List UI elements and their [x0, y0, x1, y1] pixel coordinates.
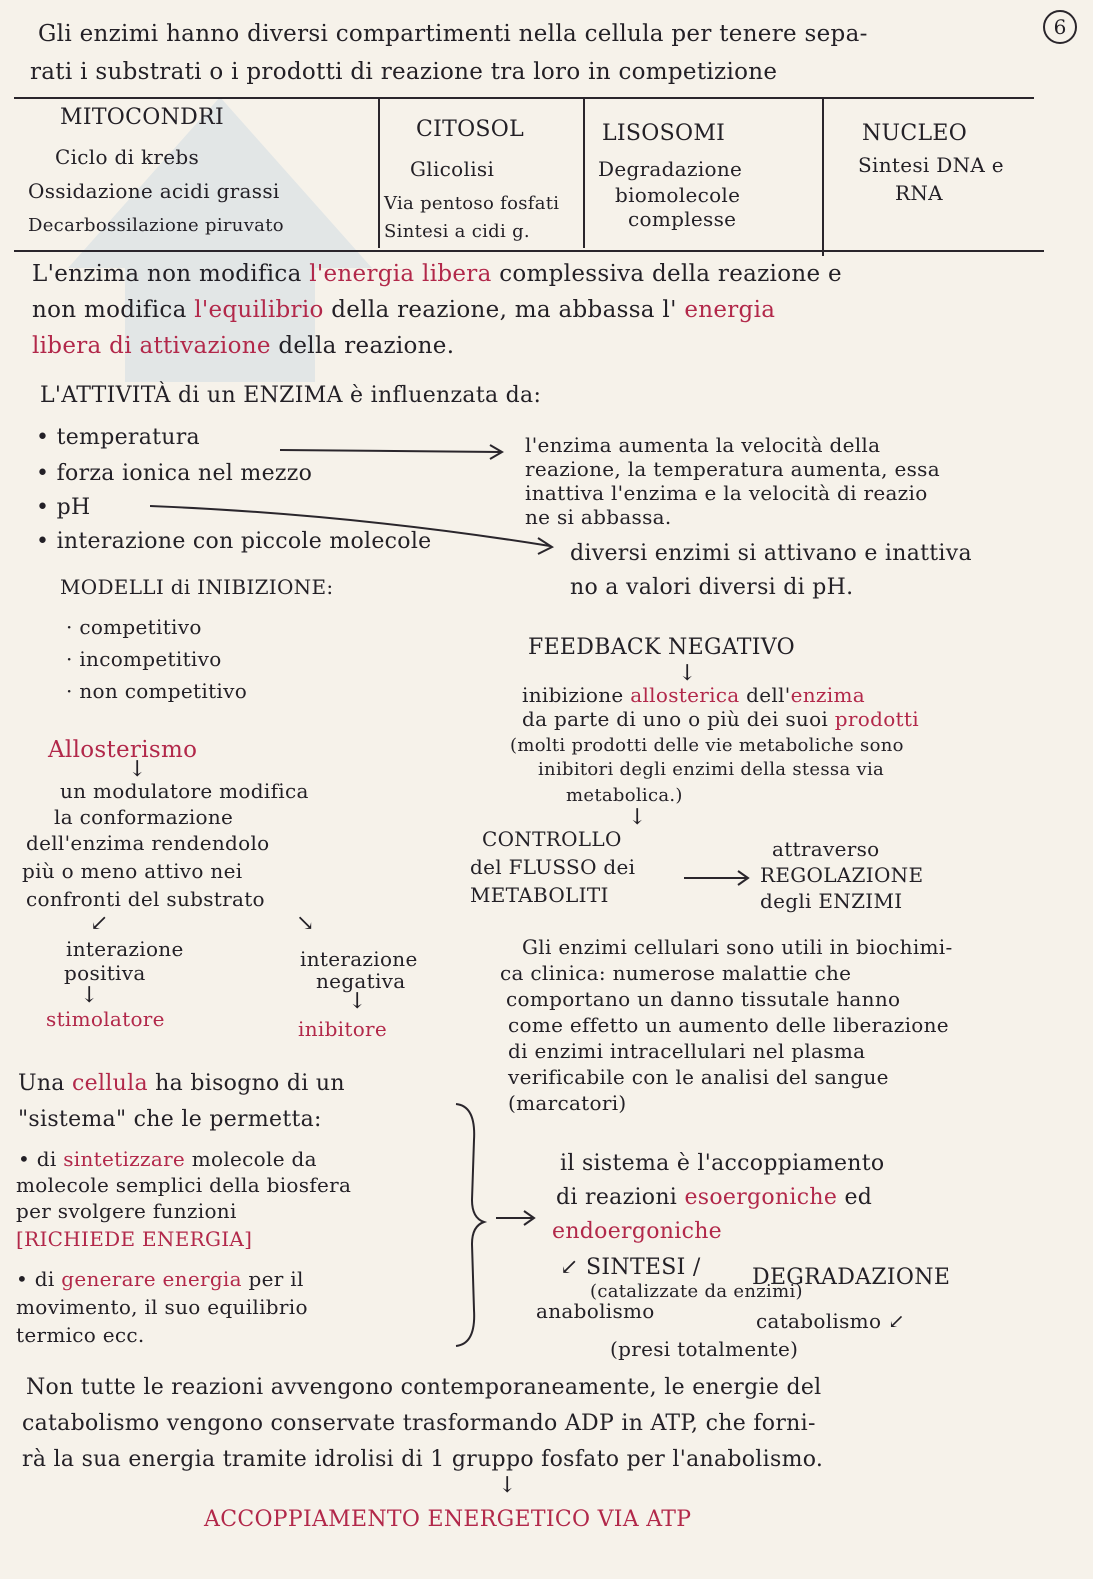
text: incompetitivo [79, 647, 222, 671]
allosterism-desc: più o meno attivo nei [22, 859, 243, 883]
text: non competitivo [79, 679, 248, 703]
table-cell: Sintesi DNA e [858, 153, 1004, 177]
cell-system-line-3 [18, 1148, 317, 1170]
down-arrow-icon: ↓ [128, 757, 147, 782]
highlight-equilibrium: l'equilibrio [194, 297, 324, 323]
table-header-nucleo: NUCLEO [862, 121, 968, 146]
taken-note: (presi totalmente) [610, 1337, 799, 1361]
table-divider-1 [378, 98, 380, 248]
conclusion-label: ACCOPPIAMENTO ENERGETICO VIA ATP [204, 1507, 692, 1532]
text: SINTESI [586, 1255, 686, 1280]
energy-line-3 [32, 334, 454, 358]
feedback-line-4: inibitori degli enzimi della stessa via [538, 759, 885, 780]
table-cell: biomolecole [615, 183, 741, 207]
coupling-line-3: endoergoniche [552, 1219, 722, 1244]
cell-system-line-7 [16, 1268, 304, 1290]
highlight-enzyme: enzima [790, 683, 865, 707]
arrow-right-icon [150, 500, 560, 560]
page-number: 6 [1043, 10, 1077, 44]
allosterism-desc: un modulatore modifica [60, 779, 309, 803]
allosterism-desc: la conformazione [54, 805, 234, 829]
ph-note-line: no a valori diversi di pH. [570, 575, 854, 600]
down-arrow-icon: ↓ [80, 983, 99, 1008]
text: Una [18, 1071, 73, 1096]
temp-note-line: reazione, la temperatura aumenta, essa [525, 457, 940, 481]
negative-interaction: interazione [300, 947, 418, 971]
positive-interaction: interazione [66, 937, 184, 961]
down-arrow-icon: ↓ [348, 989, 367, 1014]
table-divider-2 [583, 98, 585, 248]
temp-note-line: ne si abbassa. [525, 505, 672, 529]
down-left-arrow-icon: ↙ [90, 911, 109, 936]
text: dell' [739, 683, 791, 707]
text: molecole da [185, 1147, 317, 1171]
cell-system-line-4: molecole semplici della biosfera [16, 1173, 352, 1197]
down-arrow-icon: ↓ [678, 661, 697, 686]
cell-system-line-6: [RICHIEDE ENERGIA] [16, 1227, 253, 1251]
highlight-activation-energy: libera di attivazione [32, 333, 271, 359]
negative-interaction: negativa [316, 969, 406, 993]
allosterism-desc: confronti del substrato [26, 887, 265, 911]
table-cell: Via pentoso fosfati [384, 193, 560, 214]
stimulator-label: stimolatore [46, 1007, 165, 1031]
highlight-products: prodotti [834, 707, 919, 731]
cell-system-line-1 [18, 1072, 345, 1096]
closing-line: Non tutte le reazioni avvengono contemporaneamente, le energie del [26, 1375, 822, 1400]
table-cell: complesse [628, 207, 737, 231]
temp-note-line: inattiva l'enzima e la velocità di reazio [525, 481, 928, 505]
catabolism-label: catabolismo ↙ [756, 1309, 906, 1333]
down-right-arrow-icon: ↘ [296, 911, 315, 936]
highlight-cell: cellula [72, 1071, 148, 1096]
clinical-line: Gli enzimi cellulari sono utili in biochimi- [522, 935, 953, 959]
table-cell: Degradazione [598, 157, 743, 181]
highlight-free-energy: l'energia libera [309, 261, 492, 287]
table-header-lisosomi: LISOSOMI [602, 121, 726, 146]
text: • di [16, 1267, 62, 1291]
synthesis-label: ↙ SINTESI / [560, 1255, 701, 1280]
cell-system-line-8: movimento, il suo equilibrio [16, 1295, 308, 1319]
text: non modifica [32, 297, 195, 323]
inhibition-title: MODELLI di INIBIZIONE: [60, 575, 334, 599]
clinical-line: come effetto un aumento delle liberazione [508, 1013, 949, 1037]
clinical-line: verificabile con le analisi del sangue [508, 1065, 889, 1089]
text: inibizione [522, 683, 631, 707]
table-header-citosol: CITOSOL [416, 117, 525, 142]
text: temperatura [56, 425, 200, 450]
feedback-line-1 [522, 684, 865, 706]
regulation-line: degli ENZIMI [760, 889, 903, 913]
factor-small-molecules: • interazione con piccole molecole [36, 529, 432, 554]
control-line: METABOLITI [470, 883, 609, 907]
feedback-line-5: metabolica.) [566, 785, 683, 806]
text: per il [241, 1267, 304, 1291]
text: complessiva della reazione e [491, 261, 842, 287]
regulation-line: attraverso [772, 837, 880, 861]
closing-line: rà la sua energia tramite idrolisi di 1 gruppo fosfato per l'anabolismo. [22, 1447, 824, 1472]
allosterism-title: Allosterismo [48, 737, 198, 763]
clinical-line: (marcatori) [508, 1091, 627, 1115]
factor-ionic-strength: • forza ionica nel mezzo [36, 461, 313, 486]
table-header-mitocondri: MITOCONDRI [60, 105, 224, 130]
text: interazione con piccole molecole [56, 529, 432, 554]
table-divider-3 [822, 98, 824, 256]
table-cell: Glicolisi [410, 157, 495, 181]
table-cell: Ossidazione acidi grassi [28, 179, 280, 203]
allosterism-desc: dell'enzima rendendolo [26, 831, 270, 855]
text: di reazioni [556, 1185, 685, 1210]
clinical-line: ca clinica: numerose malattie che [500, 961, 852, 985]
activity-title: L'ATTIVITÀ di un ENZIMA è influenzata da: [40, 383, 542, 408]
right-brace-icon [450, 1100, 490, 1350]
clinical-line: di enzimi intracellulari nel plasma [508, 1039, 866, 1063]
temp-note-line: l'enzima aumenta la velocità della [525, 433, 881, 457]
text: pH [56, 495, 91, 520]
factor-temperature: • temperatura [36, 425, 200, 450]
energy-line-1 [32, 262, 842, 286]
highlight-exergonic: esoergoniche [684, 1185, 838, 1210]
text: L'enzima non modifica [32, 261, 310, 287]
highlight-energy: energia [684, 297, 776, 323]
feedback-title: FEEDBACK NEGATIVO [528, 635, 795, 660]
text: ed [837, 1185, 873, 1210]
cell-system-line-9: termico ecc. [16, 1323, 145, 1347]
text: da parte di uno o più dei suoi [522, 707, 835, 731]
degradation-label: DEGRADAZIONE [752, 1265, 951, 1290]
table-bottom-rule [14, 250, 1044, 252]
arrow-right-icon [684, 868, 754, 888]
text: della reazione, ma abbassa l' [323, 297, 685, 323]
closing-line: catabolismo vengono conservate trasformando ADP in ATP, che forni- [22, 1411, 816, 1436]
text: competitivo [79, 615, 202, 639]
factor-ph: • pH [36, 495, 91, 520]
table-cell: RNA [895, 181, 943, 205]
ph-note-line: diversi enzimi si attivano e inattiva [570, 541, 972, 566]
arrow-right-icon [496, 1208, 540, 1228]
coupling-line-1: il sistema è l'accoppiamento [560, 1151, 885, 1176]
table-cell: Sintesi a cidi g. [384, 221, 530, 242]
energy-line-2 [32, 298, 775, 322]
control-line: del FLUSSO dei [470, 855, 636, 879]
cell-system-line-5: per svolgere funzioni [16, 1199, 237, 1223]
highlight-synthesize: sintetizzare [63, 1147, 186, 1171]
table-cell: Ciclo di krebs [55, 145, 200, 169]
table-cell: Decarbossilazione piruvato [28, 215, 284, 236]
feedback-line-3: (molti prodotti delle vie metaboliche sono [510, 735, 904, 756]
catalyzed-note: (catalizzate da enzimi) [590, 1281, 803, 1302]
anabolism-label: anabolismo [536, 1299, 655, 1323]
inhibition-model: · non competitivo [66, 679, 248, 703]
intro-line-2: rati i substrati o i prodotti di reazione tra loro in competizione [30, 59, 778, 85]
text: della reazione. [270, 333, 455, 359]
feedback-line-2 [522, 708, 919, 730]
text: ha bisogno di un [147, 1071, 345, 1096]
inhibition-model: · competitivo [66, 615, 202, 639]
text: • di [18, 1147, 64, 1171]
control-line: CONTROLLO [482, 827, 622, 851]
down-arrow-icon: ↓ [628, 805, 647, 830]
cell-system-line-2: "sistema" che le permetta: [18, 1107, 322, 1132]
clinical-line: comportano un danno tissutale hanno [506, 987, 901, 1011]
inhibition-model: · incompetitivo [66, 647, 222, 671]
down-arrow-icon: ↓ [498, 1473, 517, 1498]
inhibitor-label: inibitore [298, 1017, 388, 1041]
regulation-line: REGOLAZIONE [760, 863, 924, 887]
arrow-right-icon [280, 440, 510, 460]
table-top-rule [14, 97, 1034, 99]
positive-interaction: positiva [64, 961, 146, 985]
coupling-line-2 [556, 1186, 872, 1210]
text: forza ionica nel mezzo [56, 461, 313, 486]
highlight-generate-energy: generare energia [61, 1267, 242, 1291]
intro-line-1: Gli enzimi hanno diversi compartimenti nella cellula per tenere sepa- [38, 21, 868, 47]
highlight-allosteric: allosterica [630, 683, 740, 707]
text: catabolismo [756, 1309, 882, 1333]
